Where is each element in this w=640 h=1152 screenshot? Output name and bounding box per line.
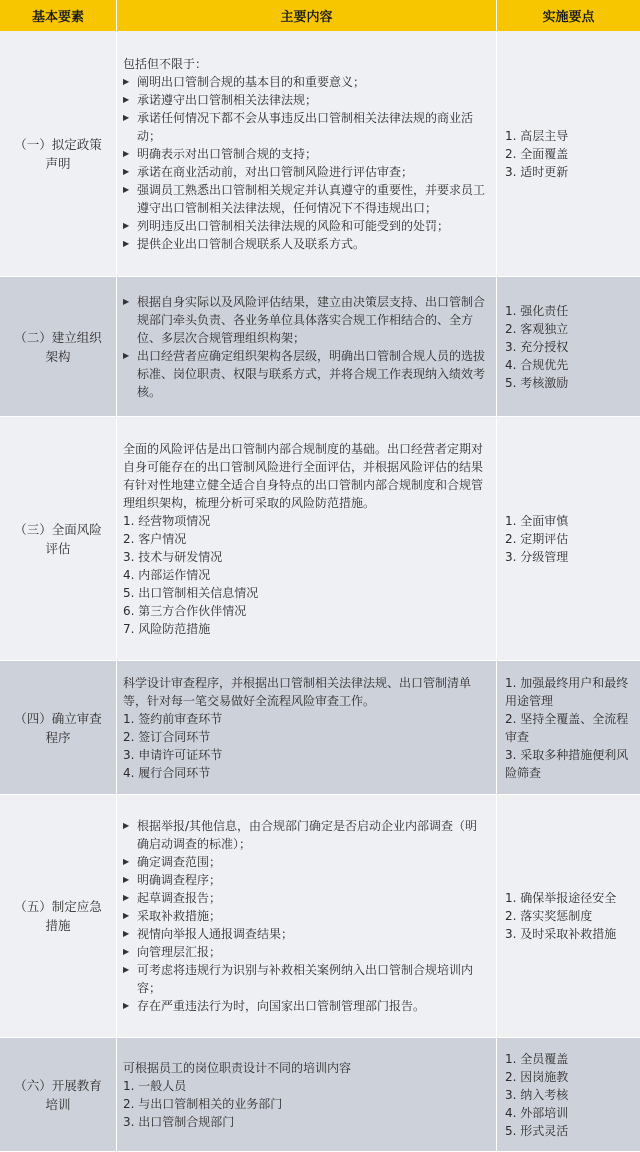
triangle-bullet-icon: ▶ [123,112,130,122]
triangle-bullet-icon: ▶ [123,875,130,884]
bullet-item: ▶ 根据举报/其他信息，由合规部门确定是否启动企业内部调查（明确启动调查的标准）； [123,819,478,851]
row1-points [497,31,640,277]
numbered-item: 1. 经营物项情况 [123,513,211,528]
numbered-item: 3. 出口管制合规部门 [123,1114,235,1129]
triangle-bullet-icon: ▶ [123,911,130,920]
row4-element [0,661,117,795]
element-label: （四）确立审查程序 [14,710,102,745]
triangle-bullet-icon: ▶ [123,821,130,830]
row1-content [117,31,497,277]
numbered-item: 7. 风险防范措施 [123,621,211,636]
bullet-item: ▶ 可考虑将违规行为识别与补救相关案例纳入出口管制合规培训内容； [123,963,474,995]
point-item: 2. 定期评估 [505,531,569,546]
triangle-bullet-icon: ▶ [123,184,130,194]
point-item: 2. 全面覆盖 [505,146,569,161]
bullet-item: ▶ 采取补救措施； [123,909,222,923]
bullet-item: ▶ 向管理层汇报； [123,945,222,959]
row6-content [117,1038,497,1152]
numbered-item: 5. 出口管制相关信息情况 [123,585,259,600]
triangle-bullet-icon: ▶ [123,857,130,866]
point-item: 2. 因岗施教 [505,1069,569,1084]
numbered-item: 2. 与出口管制相关的业务部门 [123,1096,283,1111]
bullet-item: ▶ 强调员工熟悉出口管制相关规定并认真遵守的重要性，并要求员工遵守出口管制相关法律法规，任何情况下不得违规出口； [123,182,486,215]
header-basic-elements: 基本要素 [0,0,117,31]
row5-points [497,795,640,1038]
row4-content [117,661,497,795]
bullet-item: ▶ 列明违反出口管制相关法律法规的风险和可能受到的处罚； [123,218,450,233]
row4-points [497,661,640,795]
triangle-bullet-icon: ▶ [123,929,130,938]
row5-content [117,795,497,1038]
row6-element [0,1038,117,1152]
numbered-item: 2. 签订合同环节 [123,729,211,744]
triangle-bullet-icon: ▶ [123,296,130,306]
content-intro: 科学设计审查程序，并根据出口管制相关法律法规、出口管制清单等，针对每一笔交易做好全流程风险审查工作。 [123,675,472,708]
triangle-bullet-icon: ▶ [123,94,130,104]
point-item: 5. 考核激励 [505,375,569,390]
triangle-bullet-icon: ▶ [123,166,130,176]
row1-element [0,31,117,277]
bullet-item: ▶ 存在严重违法行为时，向国家出口管制管理部门报告。 [123,999,426,1013]
numbered-item: 2. 客户情况 [123,531,187,546]
point-item: 1. 全员覆盖 [505,1051,569,1066]
point-item: 3. 适时更新 [505,164,569,179]
bullet-item: ▶ 起草调查报告； [123,891,222,905]
row2-element [0,277,117,417]
point-item: 2. 坚持全覆盖、全流程审查 [505,711,629,744]
bullet-item: ▶ 明确表示对出口管制合规的支持； [123,146,318,161]
triangle-bullet-icon: ▶ [123,76,130,86]
numbered-item: 3. 技术与研发情况 [123,549,223,564]
triangle-bullet-icon: ▶ [123,350,130,360]
row2-content [117,277,497,417]
row3-content [117,417,497,661]
bullet-item: ▶ 明确调查程序； [123,873,222,887]
triangle-bullet-icon: ▶ [123,947,130,956]
point-item: 2. 落实奖惩制度 [505,909,593,923]
point-item: 3. 分级管理 [505,549,569,564]
point-item: 5. 形式灵活 [505,1123,569,1138]
element-label: （六）开展教育培训 [14,1077,102,1112]
point-item: 1. 加强最终用户和最终用途管理 [505,675,629,708]
point-item: 3. 纳入考核 [505,1087,569,1102]
bullet-item: ▶ 提供企业出口管制合规联系人及联系方式。 [123,236,366,251]
row2-points [497,277,640,417]
point-item: 4. 外部培训 [505,1105,569,1120]
point-item: 3. 充分授权 [505,339,569,354]
point-item: 3. 采取多种措施便利风险筛查 [505,747,629,780]
header-main-content: 主要内容 [117,0,497,31]
point-item: 1. 高层主导 [505,128,569,143]
numbered-item: 1. 签约前审查环节 [123,711,223,726]
bullet-item: ▶ 承诺遵守出口管制相关法律法规； [123,92,318,107]
header-implementation-points: 实施要点 [497,0,640,31]
triangle-bullet-icon: ▶ [123,238,130,248]
triangle-bullet-icon: ▶ [123,1001,130,1010]
point-item: 1. 全面审慎 [505,513,569,528]
triangle-bullet-icon: ▶ [123,893,130,902]
content-intro: 全面的风险评估是出口管制内部合规制度的基础。出口经营者定期对自身可能存在的出口管制风险进行全面评估，并根据风险评估的结果有针对性地建立健全适合自身特点的出口管制内部合规制度和合规管理组织架构，梳理分析可采取的风险防范措施。 [123,441,484,510]
element-label: （三）全面风险评估 [14,521,102,556]
triangle-bullet-icon: ▶ [123,220,130,230]
numbered-item: 4. 履行合同环节 [123,765,211,780]
bullet-item: ▶ 承诺在商业活动前，对出口管制风险进行评估审查； [123,164,414,179]
element-label: （二）建立组织架构 [14,329,102,364]
bullet-item: ▶ 确定调查范围； [123,855,222,869]
row3-element [0,417,117,661]
triangle-bullet-icon: ▶ [123,965,130,974]
row5-element [0,795,117,1038]
bullet-item: ▶ 根据自身实际以及风险评估结果，建立由决策层支持、出口管制合规部门牵头负责、各业务单位具体落实合规工作相结合的、全方位、多层次合规管理组织构架； [123,294,486,345]
element-label: （五）制定应急措施 [14,899,102,933]
point-item: 2. 客观独立 [505,321,569,336]
point-item: 1. 确保举报途径安全 [505,891,617,905]
numbered-item: 6. 第三方合作伙伴情况 [123,603,247,618]
content-intro: 可根据员工的岗位职责设计不同的培训内容 [123,1060,352,1075]
bullet-item: ▶ 阐明出口管制合规的基本目的和重要意义； [123,74,366,89]
point-item: 3. 及时采取补救措施 [505,927,617,941]
bullet-item: ▶ 出口经营者应确定组织架构各层级，明确出口管制合规人员的选拔标准、岗位职责、权限与联系方式，并将合规工作表现纳入绩效考核。 [123,348,486,399]
triangle-bullet-icon: ▶ [123,148,130,158]
numbered-item: 4. 内部运作情况 [123,567,211,582]
content-intro: 包括但不限于： [123,56,208,71]
element-label: （一）拟定政策声明 [14,136,102,171]
numbered-item: 1. 一般人员 [123,1078,187,1093]
bullet-item: ▶ 视情向举报人通报调查结果； [123,927,294,941]
point-item: 4. 合规优先 [505,357,569,372]
point-item: 1. 强化责任 [505,303,569,318]
bullet-item: ▶ 承诺任何情况下都不会从事违反出口管制相关法律法规的商业活动； [123,110,474,143]
numbered-item: 3. 申请许可证环节 [123,747,223,762]
row3-points [497,417,640,661]
row6-points [497,1038,640,1152]
